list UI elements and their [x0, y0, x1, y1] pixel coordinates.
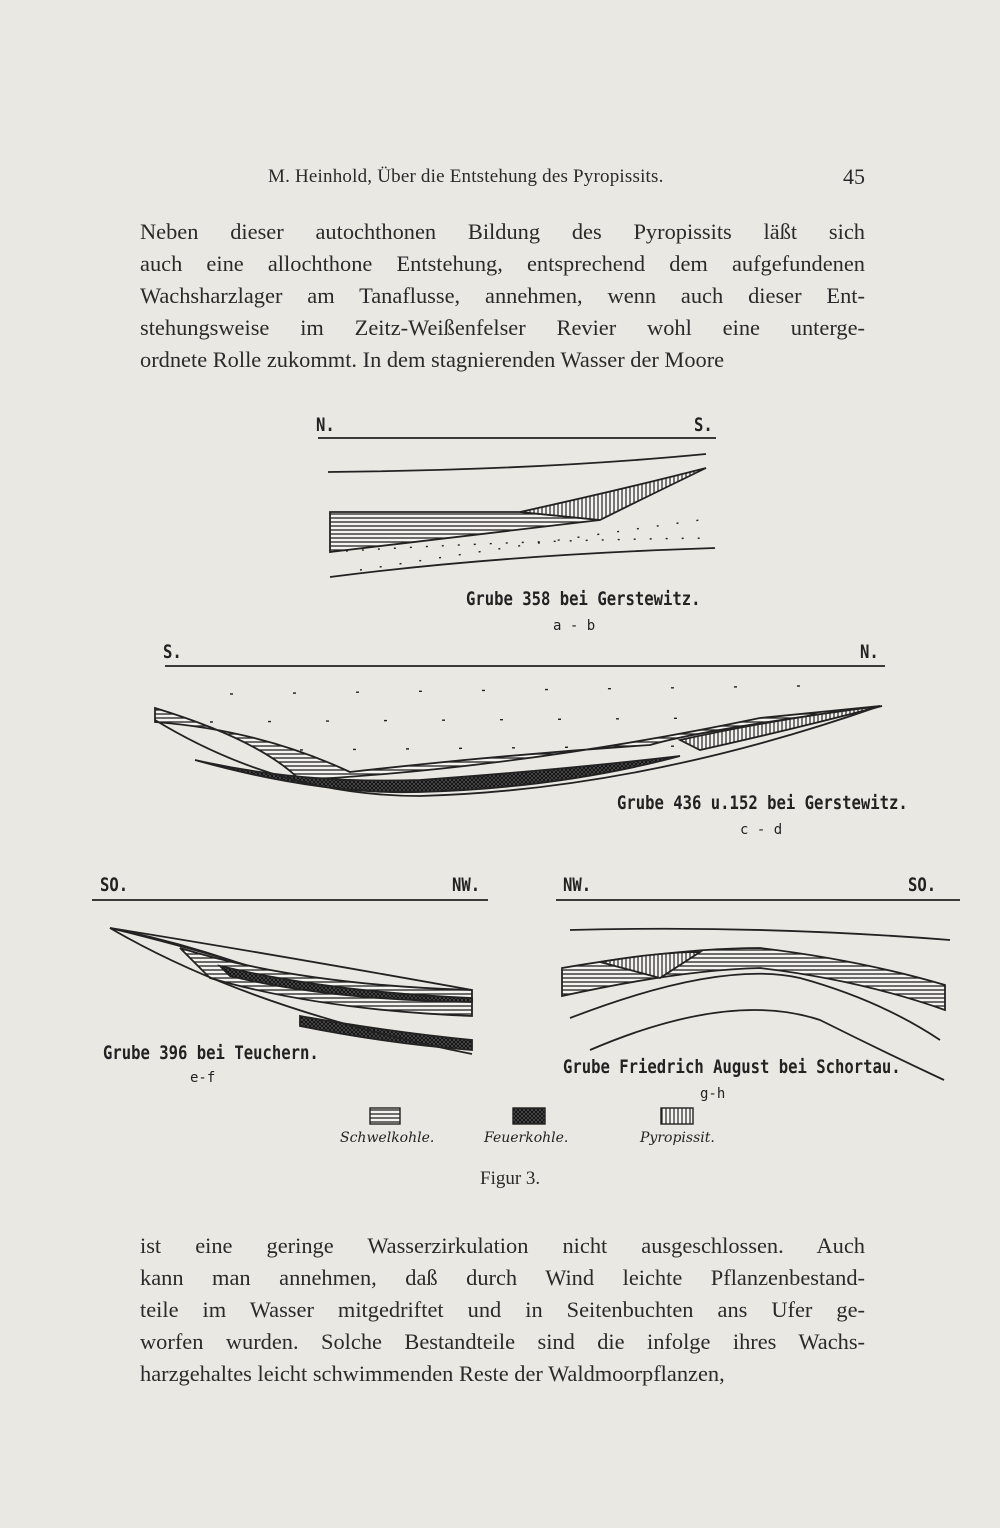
- profile-e-f: [92, 900, 488, 1054]
- profile-c-d-section: c - d: [740, 822, 783, 838]
- profile-c-d-left-direction: S.: [163, 641, 182, 663]
- profile-a-b-right-direction: S.: [694, 414, 713, 436]
- legend-swatch-schwelkohle: [370, 1108, 400, 1124]
- text-line: teile im Wasser mitgedriftet und in Seitenbuchten ans Ufer ge-: [140, 1297, 865, 1322]
- legend-swatch-feuerkohle: [513, 1108, 545, 1124]
- profile-a-b-left-direction: N.: [316, 414, 335, 436]
- text-line: kann man annehmen, daß durch Wind leichte Pflanzenbestand-: [140, 1265, 865, 1290]
- text-line: ordnete Rolle zukommt. In dem stagnierenden Wasser der Moore: [140, 347, 725, 372]
- profile-e-f-right-direction: NW.: [452, 874, 481, 896]
- profile-e-f-section: e-f: [190, 1070, 216, 1086]
- text-line: auch eine allochthone Entstehung, entsprechend dem aufgefundenen: [140, 251, 865, 276]
- profile-e-f-left-direction: SO.: [100, 874, 129, 896]
- profile-g-h-name: Grube Friedrich August bei Schortau.: [563, 1056, 901, 1078]
- profile-c-d: [155, 666, 885, 796]
- text-line: stehungsweise im Zeitz-Weißenfelser Revier wohl eine unterge-: [140, 315, 865, 340]
- profile-c-d-right-direction: N.: [860, 641, 879, 663]
- profile-a-b: [318, 438, 716, 577]
- profile-c-d-name: Grube 436 u.152 bei Gerstewitz.: [617, 792, 908, 814]
- legend-swatch-pyropissit: [661, 1108, 693, 1124]
- text-line: harzgehaltes leicht schwimmenden Reste der Waldmoorpflanzen,: [140, 1361, 725, 1386]
- running-title: M. Heinhold, Über die Entstehung des Pyropissits.: [268, 166, 664, 187]
- running-header: [140, 166, 865, 196]
- text-line: Wachsharzlager am Tanaflusse, annehmen, wenn auch dieser Ent-: [140, 283, 865, 308]
- figure-3: [0, 400, 1000, 1200]
- text-line: Neben dieser autochthonen Bildung des Pyropissits läßt sich: [140, 219, 865, 244]
- profile-g-h: [556, 900, 960, 1080]
- text-line: worfen wurden. Solche Bestandteile sind die infolge ihres Wachs-: [140, 1329, 865, 1354]
- profile-a-b-section: a - b: [553, 618, 596, 634]
- legend-label-schwelkohle: Schwelkohle.: [340, 1130, 435, 1146]
- text-line: ist eine geringe Wasserzirkulation nicht ausgeschlossen. Auch: [140, 1233, 865, 1258]
- profile-g-h-section: g-h: [700, 1086, 726, 1102]
- legend-swatches: [370, 1108, 693, 1124]
- profile-g-h-right-direction: SO.: [908, 874, 937, 896]
- legend-label-feuerkohle: Feuerkohle.: [484, 1130, 569, 1146]
- page-number: 45: [843, 164, 865, 189]
- legend-label-pyropissit: Pyropissit.: [640, 1130, 715, 1146]
- paragraph-bottom: [140, 1230, 865, 1390]
- figure-caption: Figur 3.: [480, 1168, 541, 1189]
- profile-g-h-left-direction: NW.: [563, 874, 592, 896]
- profile-a-b-name: Grube 358 bei Gerstewitz.: [466, 588, 701, 610]
- paragraph-top: [140, 216, 865, 376]
- profile-e-f-name: Grube 396 bei Teuchern.: [103, 1042, 319, 1064]
